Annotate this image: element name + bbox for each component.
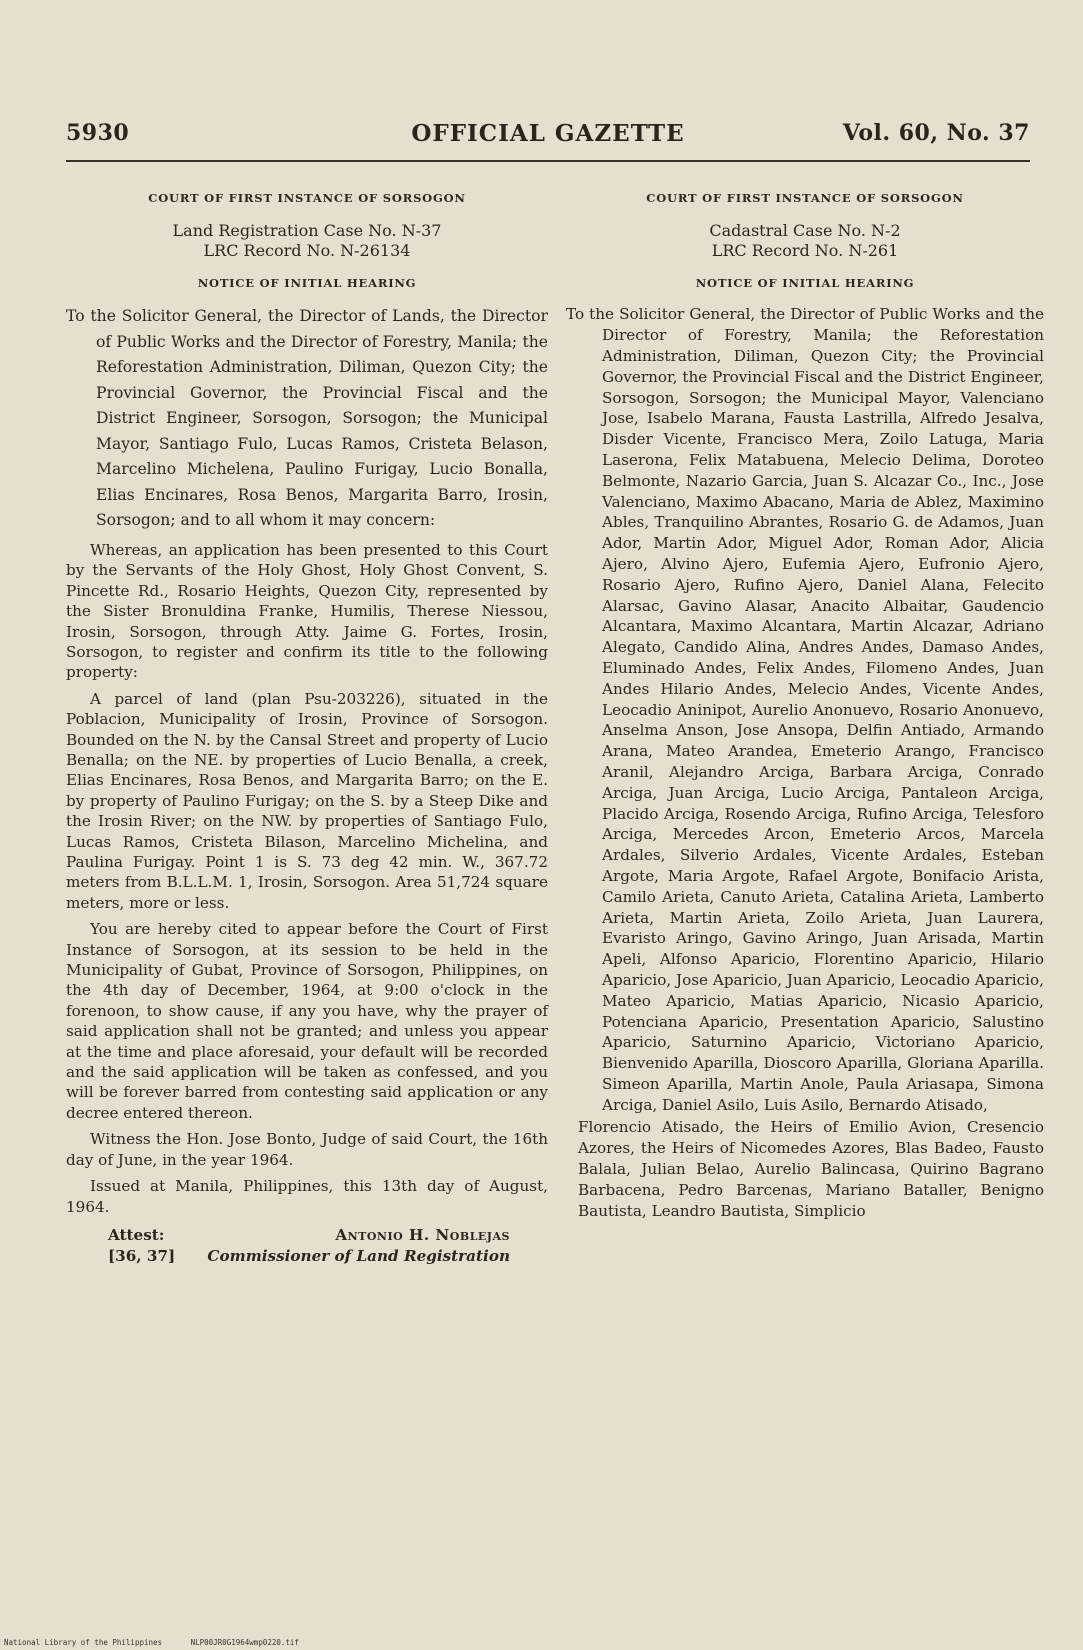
court-heading: COURT OF FIRST INSTANCE OF SORSOGON: [646, 191, 964, 205]
volume-number: Vol. 60, No. 37: [842, 120, 1030, 146]
scan-footer: [4, 1638, 323, 1647]
page-number: 5930: [66, 120, 130, 146]
case-number: Land Registration Case No. N-37: [172, 221, 442, 241]
library-credit: National Library of the Philippines: [4, 1638, 163, 1647]
citation-paragraph: You are hereby cited to appear before the Court of First Instance of Sorsogon, at its session to be held in the Municipality of Gubat, Province of Sorsogon, Philippines, on the 4th day of December, 1964, at 9:00 o'clock in the forenoon, to show cause, if any you have, why the prayer of said application shall not be granted; and unless you appear at the time and place aforesaid, your default will be recorded and the said application will be taken as confessed, and you will be forever barred from contesting said application or any decree entered thereon.: [66, 920, 548, 1122]
court-heading: COURT OF FIRST INSTANCE OF SORSOGON: [148, 191, 466, 205]
record-number: LRC Record No. N-26134: [203, 241, 411, 261]
signatory-name: Antonio H. Noblejas: [335, 1225, 510, 1244]
attest-label: Attest:: [108, 1225, 165, 1244]
witness-paragraph: Witness the Hon. Jose Bonto, Judge of said Court, the 16th day of June, in the year 1964.: [66, 1130, 548, 1169]
property-paragraph: A parcel of land (plan Psu-203226), situated in the Poblacion, Municipality of Irosin, Province of Sorsogon. Bounded on the N. by the Cansal Street and property of Lucio Benalla; on the NE. by properties of Lucio Benalla, a creek, Elias Encinares, Rosa Benos, and Margarita Barro; on the E. by property of Paulino Furigay; on the S. by a Steep Dike and the Irosin River; on the NW. by properties of Santiago Fulo, Lucas Ramos, Cristeta Bilason, Marcelino Michelina, and Paulina Furigay. Point 1 is S. 73 deg 42 min. W., 367.72 meters from B.L.L.M. 1, Irosin, Sorsogon. Area 51,724 square meters, more or less.: [66, 689, 548, 912]
addressee-paragraph: To the Solicitor General, the Director of Lands, the Director of Public Works and the Director of Forestry, Manila; the Reforestation Administration, Diliman, Quezon City; the Provincial Governor, the Provincial Fiscal and the District Engineer, Sorsogon, Sorsogon; the Municipal Mayor, Santiago Fulo, Lucas Ramos, Cristeta Belason, Marcelino Michelena, Paulino Furigay, Lucio Bonalla, Elias Encinares, Rosa Benos, Margarita Barro, Irosin, Sorsogon; and to all whom it may concern:: [66, 307, 548, 530]
attestation: [66, 1225, 548, 1269]
application-paragraph: Whereas, an application has been presented to this Court by the Servants of the Holy Ghost, Holy Ghost Convent, S. Pincette Rd., Rosario Heights, Quezon City, represented by the Sister Bronuldina Franke, Humilis, Therese Niessou, Irosin, Sorsogon, through Atty. Jaime G. Fortes, Irosin, Sorsogon, to register and confirm its title to the following property:: [66, 540, 548, 682]
publication-title: OFFICIAL GAZETTE: [411, 120, 685, 147]
addressee-paragraph: To the Solicitor General, the Director of Public Works and the Director of Forestry, Manila; the Reforestation Administration, Diliman, Quezon City; the Provincial Governor, the Provincial Fiscal and the District Engineer, Sorsogon, Sorsogon; the Municipal Mayor, Valenciano Jose, Isabelo Marana, Fausta Lastrilla, Alfredo Jesalva, Disder Vicente, Francisco Mera, Zoilo Latuga, Maria Laserona, Felix Matabuena, Melecio Delima, Doroteo Belmonte, Nazario Garcia, Juan S. Alcazar Co., Inc., Jose Valenciano, Maximo Abacano, Maria de Ablez, Maximino Ables, Tranquilino Abrantes, Rosario G. de Adamos, Juan Ador, Martin Ador, Miguel Ador, Roman Ador, Alicia Ajero, Alvino Ajero, Eufemia Ajero, Eufronio Ajero, Rosario Ajero, Rufino Ajero, Daniel Alana, Felecito Alarsac, Gavino Alasar, Anacito Albaitar, Gaudencio Alcantara, Maximo Alcantara, Martin Alcazar, Adriano Alegato, Candido Alina, Andres Andes, Damaso Andes, Eluminado Andes, Felix Andes, Filomeno Andes, Juan Andes Hilario Andes, Melecio Andes, Vicente Andes, Leocadio Aninipot, Aurelio Anonuevo, Rosario Anonuevo, Anselma Anson, Jose Ansopa, Delfin Antiado, Armando Arana, Mateo Arandea, Emeterio Arango, Francisco Aranil, Alejandro Arciga, Barbara Arciga, Conrado Arciga, Juan Arciga, Lucio Arciga, Pantaleon Arciga, Placido Arciga, Rosendo Arciga, Rufino Arciga, Telesforo Arciga, Mercedes Arcon, Emeterio Arcos, Marcela Ardales, Silverio Ardales, Vicente Ardales, Esteban Argote, Maria Argote, Rafael Argote, Bonifacio Arista, Camilo Arieta, Canuto Arieta, Catalina Arieta, Lamberto Arieta, Martin Arieta, Zoilo Arieta, Juan Laurera, Evaristo Aringo, Gavino Aringo, Juan Arisada, Martin Apeli, Alfonso Aparicio, Florentino Aparicio, Hilario Aparicio, Jose Aparicio, Juan Aparicio, Leocadio Aparicio, Mateo Aparicio, Matias Aparicio, Nicasio Aparicio, Potenciana Aparicio, Presentation Aparicio, Salustino Aparicio, Saturnino Aparicio, Victoriano Aparicio, Bienvenido Aparilla, Dioscoro Aparilla, Gloriana Aparilla. Simeon Aparilla, Martin Anole, Paula Ariasapa, Simona Arciga, Daniel Asilo, Luis Asilo, Bernardo Atisado,: [566, 305, 1044, 1114]
notice-heading: NOTICE OF INITIAL HEARING: [695, 276, 915, 291]
header-rule: [66, 160, 1030, 162]
right-column: [566, 188, 1044, 1221]
notice-heading: NOTICE OF INITIAL HEARING: [197, 276, 417, 291]
file-name: NLP00JR0G1964wmp0220.tif: [190, 1638, 299, 1647]
record-number: LRC Record No. N-261: [711, 241, 899, 261]
left-column: [66, 188, 548, 1269]
signatory-title: Commissioner of Land Registration: [207, 1246, 510, 1265]
page-header: [66, 120, 1030, 154]
issue-code: [36, 37]: [108, 1246, 176, 1265]
case-number: Cadastral Case No. N-2: [709, 221, 901, 241]
issued-paragraph: Issued at Manila, Philippines, this 13th day of August, 1964.: [66, 1177, 548, 1216]
continuation-paragraph: Florencio Atisado, the Heirs of Emilio Avion, Cresencio Azores, the Heirs of Nicomedes Azores, Blas Badeo, Fausto Balala, Julian Belao, Aurelio Balincasa, Quirino Bagrano Barbacena, Pedro Barcenas, Mariano Bataller, Benigno Bautista, Leandro Bautista, Simplicio: [578, 1118, 1044, 1220]
